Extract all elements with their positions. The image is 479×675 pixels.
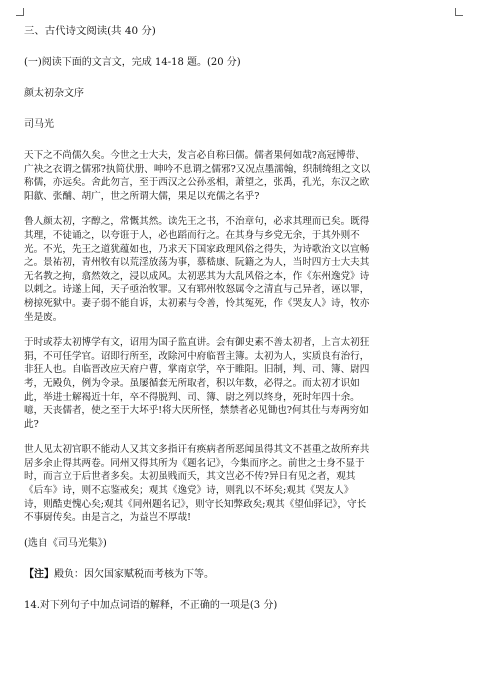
document-content bbox=[24, 24, 455, 630]
crop-mark-top-right bbox=[455, 8, 463, 16]
paragraph-line: 之。景祐初，青州牧有以荒淫放荡为事，慕嵇康、阮籍之为人，当时四方士大夫其 bbox=[24, 257, 370, 269]
paragraph-line: 光。不光，先王之道犹蕴如也，乃求天下国家政理风俗之得失，为诗歌治文以宣畅 bbox=[24, 243, 370, 255]
paragraph-line: 时，而言立于后世者多矣。太初虽贱而夭，其文岂必不传?异日有见之者，观其 bbox=[24, 471, 356, 483]
paragraph-line: 世人见太初官职不能动人又其文多指讦有痪病者所恶闻虽得其文不甚重之故所弃共 bbox=[24, 444, 370, 456]
paragraph-line: 居多余止得其两卷。同州又得其所为《题名记》，今集而序之。前世之士身不显于 bbox=[24, 457, 365, 469]
paragraph-1 bbox=[24, 149, 455, 203]
paragraph-line: 坐是废。 bbox=[24, 311, 63, 323]
paragraph-line: 鲁人颜太初，字醇之，常慨其然。读先王之书，不治章句，必求其理而已矣。既得 bbox=[24, 216, 370, 228]
paragraph-line: 称儒，亦远矣。舍此勿言，至于西汉之公孙丞相，萧望之，张禹，孔光，东汉之欧 bbox=[24, 177, 370, 189]
paragraph-line: 广袂之衣谓之儒邪?执简伏册、呻吟不息谓之儒邪?又况点墨濡翰，织制绮组之文以 bbox=[24, 163, 371, 175]
footnote-text: 殿负：因欠国家赋税而考核为下等。 bbox=[54, 568, 214, 580]
paragraph-line: 此，举进士解褐近十年，卒不得脱判、司、簿、尉之列以终身，死时年四十余。 bbox=[24, 391, 360, 403]
paragraph-line: 榜掠死狱中。妻子弱不能自诉，太初素与令善，怜其冤死，作《哭友人》诗，牧亦 bbox=[24, 297, 370, 309]
paragraph-3 bbox=[24, 336, 455, 431]
paragraph-4 bbox=[24, 443, 455, 525]
paragraph-line: 其理，不徒诵之，以夸诳于人，必也蹈而行之。在其身与乡党无余，于其外则不 bbox=[24, 229, 360, 241]
paragraph-line: 以刺之。诗遂上闻，天子亟治牧罪。又有郓州牧怒属令之清直与己异者，诬以罪， bbox=[24, 284, 370, 296]
paragraph-line: 阳歙、张酺、胡广，世之所谓大儒，果足以充儒之名乎? bbox=[24, 190, 260, 202]
article-title: 颜太初杂文序 bbox=[24, 88, 84, 99]
footnote-label: 【注】 bbox=[24, 568, 54, 580]
paragraph-line: 此? bbox=[24, 418, 39, 430]
paragraph-line: 非狂人也。自临晋改应天府户曹，掌南京学，卒于睢阳。旧制，判、司、簿、尉四 bbox=[24, 364, 370, 376]
source-citation: (选自《司马光集》) bbox=[24, 537, 107, 549]
paragraph-line: 无名教之拘，翕然效之，浸以成风。太初恶其为大乱风俗之本，作《东州逸党》诗 bbox=[24, 270, 370, 282]
question-14: 14.对下列句子中加点词语的解释，不正确的一项是(3 分) bbox=[24, 599, 278, 611]
crop-mark-top-left bbox=[16, 8, 24, 16]
paragraph-line: 考，无殿负，例为令录。虽屡循套无所取者，积以年数，必得之。而太初才识如 bbox=[24, 377, 360, 389]
paragraph-line: 不事厨传矣。由是言之，为益岂不厚哉! bbox=[24, 512, 191, 524]
section-heading: 三、古代诗文阅读(共 40 分) bbox=[24, 25, 156, 37]
article-author: 司马光 bbox=[24, 119, 54, 130]
paragraph-line: 诗，则酷吏愧心矣;观其《同州题名记》，则守长知弊政矣;观其《望仙驿记》，守长 bbox=[24, 498, 367, 510]
subsection-instruction: (一)阅读下面的文言文，完成 14-18 题。(20 分) bbox=[24, 57, 241, 68]
footnote bbox=[24, 568, 455, 582]
paragraph-line: 狷，不可任学官。诏即行所至，改除河中府临晋主簿。太初为人，实质良有治行， bbox=[24, 350, 370, 362]
paragraph-line: 天下之不尚儒久矣。今世之士大夫，发言必自称曰儒。儒者果何如哉?高冠博带、 bbox=[24, 150, 365, 161]
paragraph-2 bbox=[24, 215, 455, 324]
paragraph-line: 噫，天丧儒者，使之至于大坏乎!将大厌所怪，禁禁者必见锄也?何其仕与寿两穷如 bbox=[24, 405, 369, 417]
paragraph-line: 《后车》诗，则不忘鉴戒矣；观其《逸党》诗，则乳以不坏矣;观其《哭友人》 bbox=[24, 485, 354, 497]
paragraph-line: 于时或荐太初博学有文，诏用为国子监直讲。会有御史素不善太初者，上言太初狂 bbox=[24, 337, 370, 349]
